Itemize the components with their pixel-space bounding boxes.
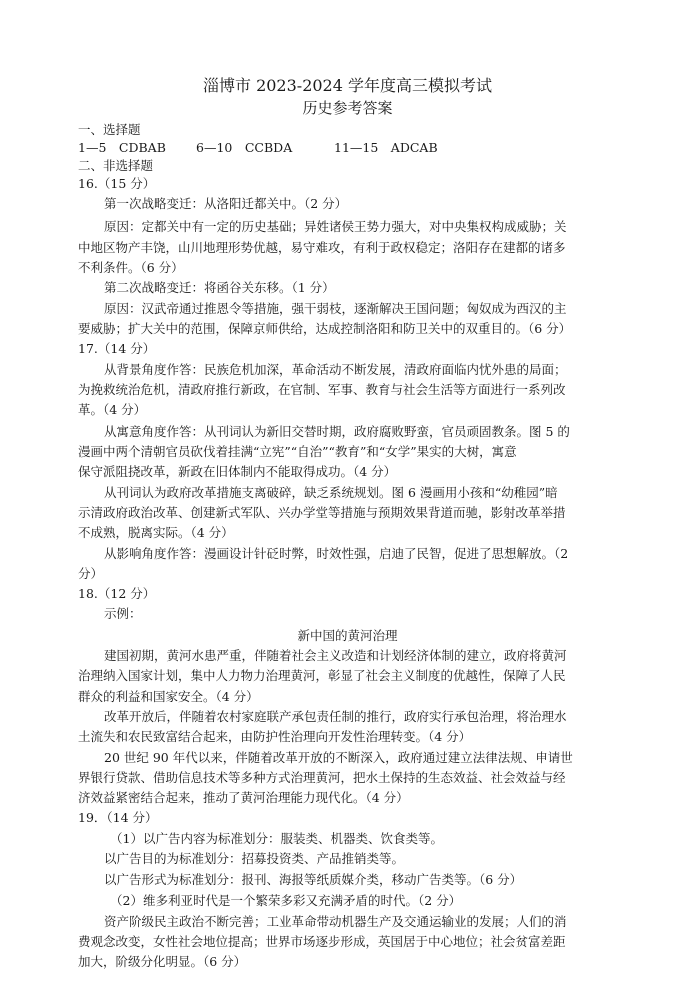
answer-line: 保守派阻挠改革，新政在旧体制内不能取得成功。（4 分）	[78, 464, 397, 479]
question-16-header: 16.（15 分）	[78, 176, 156, 191]
answer-line: 革。（4 分）	[78, 402, 147, 417]
question-17-header: 17.（14 分）	[78, 341, 156, 356]
answer-line: 以广告目的为标准划分：招募投资类、产品推销类等。	[104, 851, 405, 866]
answer-line: 中地区物产丰饶，山川地理形势优越，易守难攻，有利于政权稳定；洛阳存在建都的诸多	[78, 240, 566, 255]
answer-line: 加大，阶级分化明显。（6 分）	[78, 954, 247, 969]
answer-line: 不成熟，脱离实际。（4 分）	[78, 525, 234, 540]
answer-line: 济效益紧密结合起来，推动了黄河治理能力现代化。（4 分）	[78, 790, 409, 805]
choice-answers	[78, 140, 623, 156]
answer-line: 治理纳入国家计划，集中人力物力治理黄河，彰显了社会主义制度的优越性，保障了人民	[78, 668, 566, 683]
answer-line: 以广告形式为标准划分：报刊、海报等纸质媒介类，移动广告类等。（6 分）	[104, 872, 523, 887]
answer-line: 原因：定都关中有一定的历史基础；异姓诸侯王势力强大，对中央集权构成威胁；关	[104, 219, 567, 234]
example-label: 示例：	[104, 606, 142, 621]
choice-group: 11—15 ADCAB	[334, 140, 438, 155]
essay-title: 新中国的黄河治理	[297, 628, 398, 643]
choice-group: 1—5 CDBAB	[78, 140, 166, 155]
answer-line: 建国初期，黄河水患严重，伴随着社会主义改造和计划经济体制的建立，政府将黄河	[104, 648, 567, 663]
answer-line: 群众的利益和国家安全。（4 分）	[78, 689, 259, 704]
choice-group: 6—10 CCBDA	[196, 140, 293, 155]
answer-line: 第二次战略变迁：将函谷关东移。（1 分）	[104, 280, 335, 295]
section-heading-choice: 一、选择题	[78, 122, 141, 137]
answer-line: 从刊词认为政府改革措施支离破碎，缺乏系统规划。图 6 漫画用小孩和“幼稚园”暗	[104, 485, 558, 500]
answer-line: 要威胁；扩大关中的范围，保障京师供给，达成控制洛阳和防卫关中的双重目的。（6 分）	[78, 321, 572, 336]
answer-line: （1）以广告内容为标准划分：服装类、机器类、饮食类等。	[110, 831, 443, 846]
question-18-header: 18.（12 分）	[78, 586, 156, 601]
question-19-header: 19．（14 分）	[78, 810, 158, 825]
section-heading-nonchoice: 二、非选择题	[78, 158, 154, 173]
answer-line: 费观念改变，女性社会地位提高；世界市场逐步形成，英国居于中心地位；社会贫富差距	[78, 934, 566, 949]
answer-line: 不利条件。（6 分）	[78, 260, 184, 275]
answer-line: 界银行贷款、借助信息技术等多种方式治理黄河，把水土保持的生态效益、社会效益与经	[78, 770, 566, 785]
document-title: 淄博市 2023-2024 学年度高三模拟考试	[202, 76, 493, 95]
answer-line: 分）	[78, 566, 104, 581]
answer-line: 资产阶级民主政治不断完善；工业革命带动机器生产及交通运输业的发展；人们的消	[104, 914, 567, 929]
answer-line: 第一次战略变迁：从洛阳迁都关中。（2 分）	[104, 196, 348, 211]
answer-line: 从寓意角度作答：从刊词认为新旧交替时期，政府腐败野蛮，官员顽固教条。图 5 的	[104, 424, 570, 439]
answer-line: 示清政府政治改革、创建新式军队、兴办学堂等措施与预期效果背道而驰，影射改革举措	[78, 505, 566, 520]
answer-line: （2）维多利亚时代是一个繁荣多彩又充满矛盾的时代。（2 分）	[110, 893, 462, 908]
answer-line: 改革开放后，伴随着农村家庭联产承包责任制的推行，政府实行承包治理，将治理水	[104, 709, 567, 724]
answer-line: 原因：汉武帝通过推恩令等措施，强干弱枝，逐渐解决王国问题；匈奴成为西汉的主	[104, 301, 567, 316]
document-subtitle: 历史参考答案	[302, 99, 393, 117]
answer-line: 为挽救统治危机，清政府推行新政，在官制、军事、教育与社会生活等方面进行一系列改	[78, 382, 566, 397]
answer-line: 从影响角度作答：漫画设计针砭时弊，时效性强，启迪了民智，促进了思想解放。（2	[104, 546, 569, 561]
answer-line: 土流失和农民致富结合起来，由防护性治理向开发性治理转变。（4 分）	[78, 729, 472, 744]
answer-line: 从背景角度作答：民族危机加深，革命活动不断发展，清政府面临内忧外患的局面；	[104, 362, 567, 377]
answer-line: 漫画中两个清朝官员砍伐着挂满“立宪”“自治”“教育”和“女学”果实的大树，寓意	[78, 444, 517, 459]
answer-line: 20 世纪 90 年代以来，伴随着改革开放的不断深入，政府通过建立法律法规、申请世	[104, 750, 573, 765]
